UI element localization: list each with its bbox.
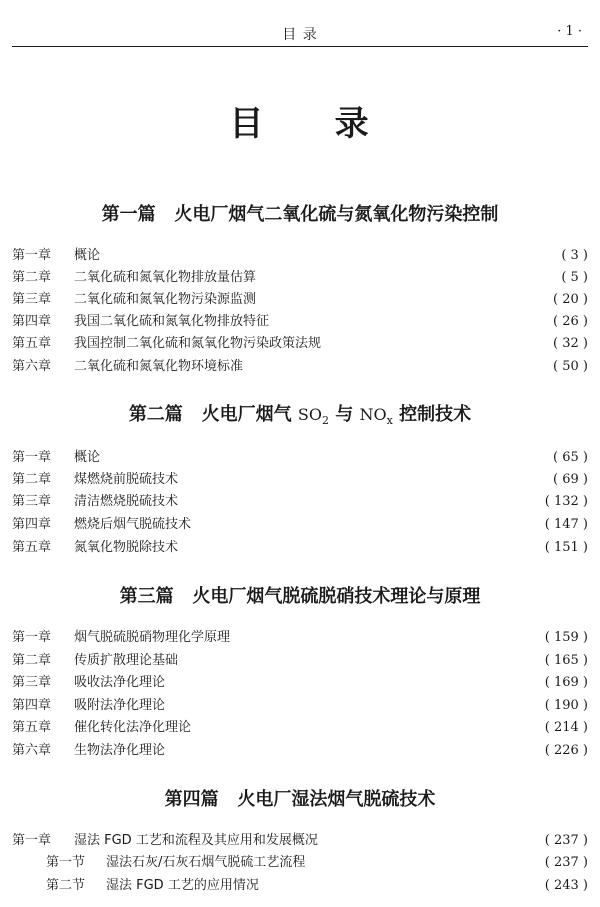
chapter-number: 第一章 [12, 248, 52, 263]
toc-entry[interactable] [12, 333, 588, 355]
chapter-page: ( 169 ) [544, 675, 588, 690]
chapter-title: 湿法 FGD 工艺和流程及其应用和发展概况 [74, 833, 318, 848]
part-4-prefix: 第四篇 [164, 789, 219, 810]
section-page: ( 243 ) [544, 878, 588, 893]
chapter-number: 第四章 [12, 698, 52, 713]
chapter-title: 生物法净化理论 [74, 743, 166, 758]
chapter-page: ( 147 ) [544, 517, 588, 532]
chapter-number: 第二章 [12, 472, 52, 487]
chapter-number: 第三章 [12, 292, 52, 307]
section-number: 第一节 [46, 855, 86, 870]
chapter-title: 燃烧后烟气脱硫技术 [74, 517, 192, 532]
chapter-page: ( 165 ) [544, 653, 588, 668]
part-1-text: 火电厂烟气二氧化硫与氮氧化物污染控制 [174, 204, 499, 225]
part-2-lead: 火电厂烟气 [201, 404, 292, 425]
part-1-title [0, 200, 600, 226]
running-header [12, 20, 588, 47]
chapter-number: 第五章 [12, 336, 52, 351]
chapter-page: ( 132 ) [544, 494, 588, 509]
chapter-page: ( 159 ) [544, 630, 588, 645]
chapter-page: ( 3 ) [561, 248, 588, 263]
chapter-number: 第一章 [12, 450, 52, 465]
toc-entry[interactable] [12, 627, 588, 649]
part-4-title [0, 785, 600, 811]
chapter-title: 概论 [74, 248, 101, 263]
chapter-number: 第三章 [12, 675, 52, 690]
toc-section-entry[interactable] [12, 852, 588, 874]
chapter-page: ( 5 ) [561, 270, 588, 285]
section-title: 湿法石灰/石灰石烟气脱硫工艺流程 [106, 855, 306, 870]
toc-entry[interactable] [12, 289, 588, 311]
chapter-number: 第二章 [12, 653, 52, 668]
part-2-title [0, 400, 600, 427]
chapter-number: 第一章 [12, 630, 52, 645]
part-3-prefix: 第三篇 [119, 586, 174, 607]
chapter-title: 二氧化硫和氮氧化物排放量估算 [74, 270, 257, 285]
toc-entry[interactable] [12, 267, 588, 289]
chapter-page: ( 69 ) [553, 472, 588, 487]
chapter-title: 烟气脱硫脱硝物理化学原理 [74, 630, 231, 645]
chapter-title: 吸附法净化理论 [74, 698, 166, 713]
toc-entry[interactable] [12, 311, 588, 333]
part-2-chem-nox [359, 405, 393, 428]
chapter-title: 催化转化法净化理论 [74, 720, 192, 735]
chem-so: SO [297, 405, 322, 424]
page-title: 目 录 [229, 104, 371, 144]
chapter-title: 概论 [74, 450, 101, 465]
toc-entry[interactable] [12, 514, 588, 536]
toc-entry[interactable] [12, 650, 588, 672]
toc-entry[interactable] [12, 491, 588, 513]
chapter-title: 清洁燃烧脱硫技术 [74, 494, 179, 509]
chapter-page: ( 65 ) [553, 450, 588, 465]
chapter-number: 第五章 [12, 720, 52, 735]
part-3-title [0, 582, 600, 608]
chapter-number: 第一章 [12, 833, 52, 848]
toc-entry[interactable] [12, 356, 588, 378]
chapter-number: 第二章 [12, 270, 52, 285]
chapter-page: ( 237 ) [544, 833, 588, 848]
chapter-title: 二氧化硫和氮氧化物环境标准 [74, 359, 244, 374]
chapter-page: ( 226 ) [544, 743, 588, 758]
chapter-title: 我国控制二氧化硫和氮氧化物污染政策法规 [74, 336, 322, 351]
section-title: 湿法 FGD 工艺的应用情况 [106, 878, 259, 893]
chapter-title: 吸收法净化理论 [74, 675, 166, 690]
part-2-prefix: 第二篇 [128, 404, 183, 425]
part-3-text: 火电厂烟气脱硫脱硝技术理论与原理 [192, 586, 481, 607]
section-number: 第二节 [46, 878, 86, 893]
chapter-title: 传质扩散理论基础 [74, 653, 179, 668]
chem-so-subscript: 2 [321, 414, 329, 428]
chapter-number: 第五章 [12, 540, 52, 555]
chem-no: NO [359, 405, 387, 424]
page-number: · 1 · [557, 24, 582, 39]
chapter-page: ( 20 ) [553, 292, 588, 307]
toc-entry[interactable] [12, 695, 588, 717]
toc-entry[interactable] [12, 830, 588, 852]
toc-entry[interactable] [12, 717, 588, 739]
chapter-number: 第六章 [12, 359, 52, 374]
chapter-page: ( 190 ) [544, 698, 588, 713]
part-1-prefix: 第一篇 [101, 204, 156, 225]
toc-entry[interactable] [12, 672, 588, 694]
chapter-title: 二氧化硫和氮氧化物污染源监测 [74, 292, 257, 307]
toc-section-entry[interactable] [12, 875, 588, 897]
running-title: 目 录 [282, 27, 318, 43]
part-2-chem-so2 [297, 405, 329, 428]
chapter-page: ( 214 ) [544, 720, 588, 735]
part-2-tail: 控制技术 [399, 404, 472, 425]
toc-entry[interactable] [12, 447, 588, 469]
chapter-number: 第三章 [12, 494, 52, 509]
chapter-title: 煤燃烧前脱硫技术 [74, 472, 179, 487]
part-2-mid: 与 [335, 404, 354, 425]
chapter-number: 第四章 [12, 517, 52, 532]
chapter-title: 氮氧化物脱除技术 [74, 540, 179, 555]
toc-entry[interactable] [12, 537, 588, 559]
chapter-page: ( 26 ) [553, 314, 588, 329]
toc-entry[interactable] [12, 469, 588, 491]
chapter-page: ( 50 ) [553, 359, 588, 374]
chapter-page: ( 32 ) [553, 336, 588, 351]
chapter-number: 第四章 [12, 314, 52, 329]
chem-no-subscript: x [386, 414, 393, 428]
toc-entry[interactable] [12, 245, 588, 267]
chapter-page: ( 151 ) [544, 540, 588, 555]
chapter-number: 第六章 [12, 743, 52, 758]
toc-entry[interactable] [12, 740, 588, 762]
part-4-text: 火电厂湿法烟气脱硫技术 [237, 789, 436, 810]
chapter-title: 我国二氧化硫和氮氧化物排放特征 [74, 314, 270, 329]
section-page: ( 237 ) [544, 855, 588, 870]
